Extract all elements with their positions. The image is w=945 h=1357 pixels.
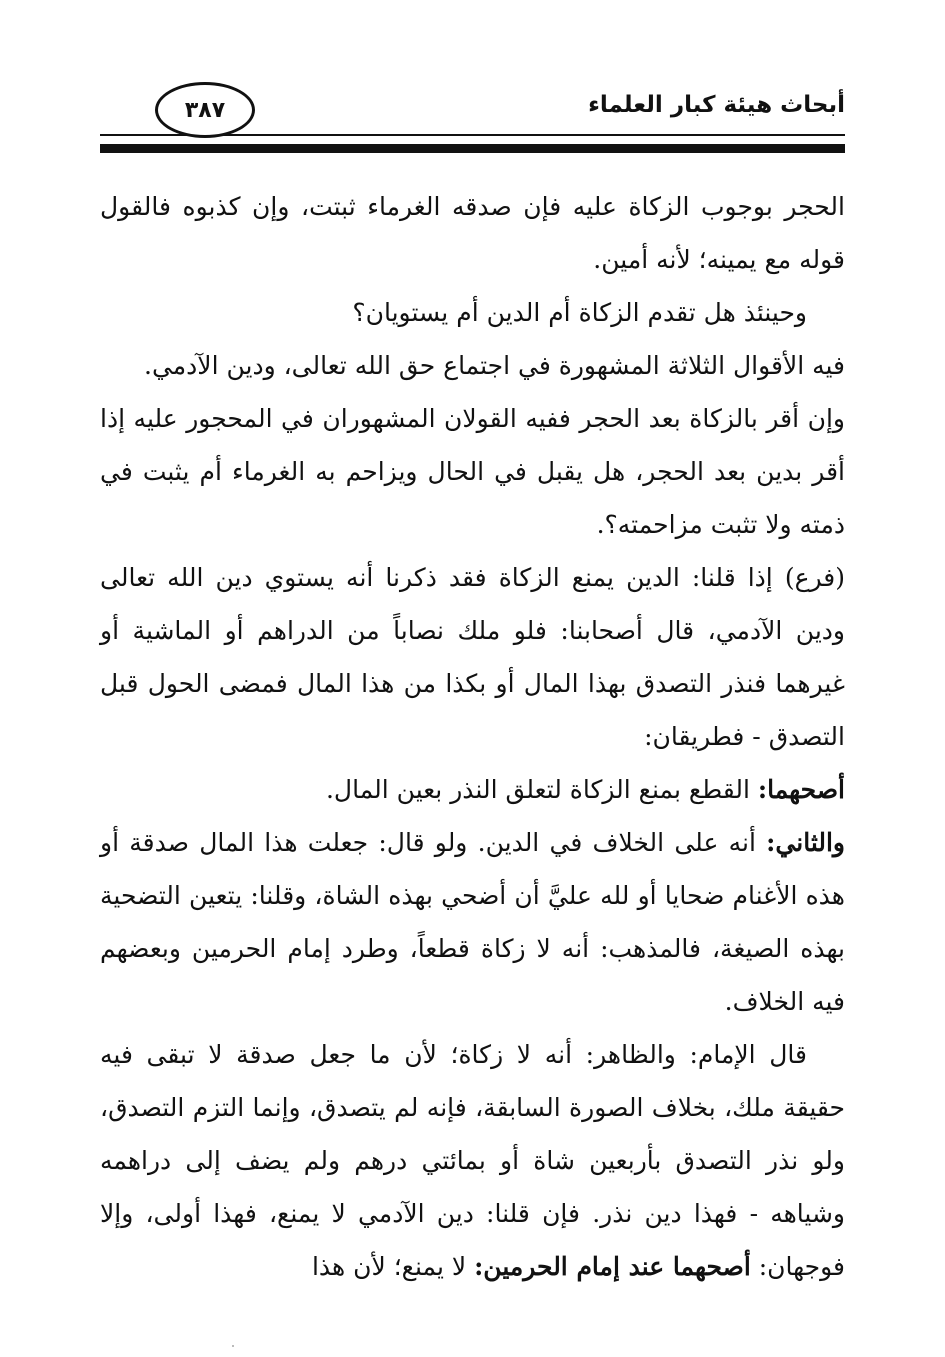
paragraph-text: فيه الأقوال الثلاثة المشهورة في اجتماع حق الله تعالى، ودين الآدمي. bbox=[144, 351, 845, 380]
paragraph-4 bbox=[100, 392, 845, 551]
paragraph-7 bbox=[100, 816, 845, 1028]
paragraph-lead: والثاني: bbox=[766, 828, 845, 857]
paragraph-text: وحينئذ هل تقدم الزكاة أم الدين أم يستويان؟ bbox=[352, 298, 807, 327]
paragraph-text-tail: لا يمنع؛ لأن هذا bbox=[311, 1252, 475, 1281]
paragraph-1 bbox=[100, 180, 845, 286]
paragraph-text: قال الإمام: والظاهر: أنه لا زكاة؛ لأن ما جعل صدقة لا تبقى فيه حقيقة ملك، بخلاف الصورة السابقة، فإنه لم يتصدق، وإنما التزم التصدق، ولو نذر التصدق بأربعين شاة أو بمائتي درهم ولم يضف إلى دراهمه وشياهه - فهذا دين نذر. فإن قلنا: دين الآدمي لا يمنع، فهذا أولى، وإلا فوجهان: bbox=[100, 1040, 845, 1281]
paragraph-2 bbox=[100, 286, 845, 339]
scan-speck bbox=[232, 1345, 234, 1347]
page-number-oval bbox=[155, 82, 255, 138]
header-thick-rule bbox=[100, 144, 845, 153]
paragraph-bold-phrase: أصحهما عند إمام الحرمين: bbox=[474, 1252, 751, 1281]
paragraph-lead: أصحهما: bbox=[757, 775, 845, 804]
running-title: أبحاث هيئة كبار العلماء bbox=[588, 92, 845, 118]
page-header bbox=[100, 78, 845, 158]
paragraph-8 bbox=[100, 1028, 845, 1293]
page-number: ٣٨٧ bbox=[184, 97, 226, 123]
paragraph-text: أنه على الخلاف في الدين. ولو قال: جعلت هذا المال صدقة أو هذه الأغنام ضحايا أو لله عليَّ أن أضحي بهذه الشاة، وقلنا: يتعين التضحية بهذه الصيغة، فالمذهب: أنه لا زكاة قطعاً، وطرد إمام الحرمين وبعضهم فيه الخلاف. bbox=[100, 828, 845, 1016]
paragraph-text: الحجر بوجوب الزكاة عليه فإن صدقه الغرماء ثبتت، وإن كذبوه فالقول قوله مع يمينه؛ لأنه أمين. bbox=[100, 192, 845, 274]
paragraph-text: (فرع) إذا قلنا: الدين يمنع الزكاة فقد ذكرنا أنه يستوي دين الله تعالى ودين الآدمي، قال أصحابنا: فلو ملك نصاباً من الدراهم أو الماشية أو غيرهما فنذر التصدق بهذا المال أو بكذا من هذا المال فمضى الحول قبل التصدق - فطريقان: bbox=[100, 563, 845, 751]
paragraph-text: القطع بمنع الزكاة لتعلق النذر بعين المال. bbox=[325, 775, 758, 804]
paragraph-3 bbox=[100, 339, 845, 392]
paragraph-6 bbox=[100, 763, 845, 816]
paragraph-text: وإن أقر بالزكاة بعد الحجر ففيه القولان المشهوران في المحجور عليه إذا أقر بدين بعد الحجر، هل يقبل في الحال ويزاحم به الغرماء أم يثبت في ذمته ولا تثبت مزاحمته؟. bbox=[100, 404, 845, 539]
body-text bbox=[100, 180, 845, 1293]
paragraph-5 bbox=[100, 551, 845, 763]
